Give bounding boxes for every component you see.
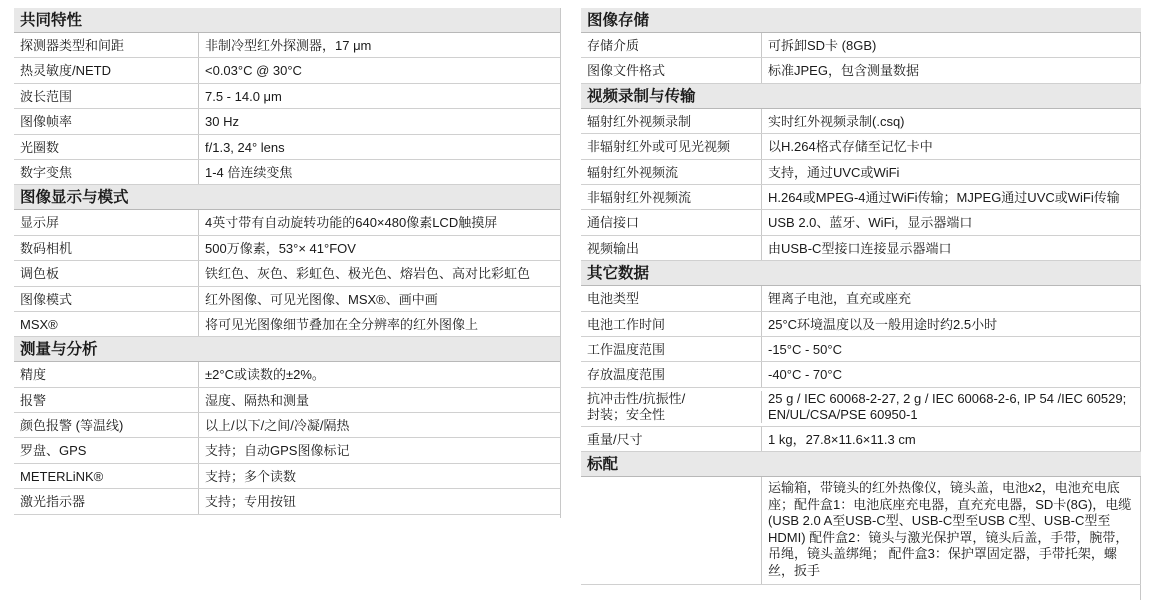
spec-row xyxy=(581,134,1141,159)
section-heading: 图像存储 xyxy=(581,8,1141,33)
section-heading: 其它数据 xyxy=(581,261,1141,286)
spec-label: 重量/尺寸 xyxy=(587,431,643,447)
spec-value: ±2°C或读数的±2%。 xyxy=(198,362,560,386)
spec-row xyxy=(14,109,560,134)
spec-label: 电池工作时间 xyxy=(587,316,666,332)
spec-value: 支持；自动GPS图像标记 xyxy=(198,438,560,462)
spec-row xyxy=(14,362,560,387)
spec-label: 辐射红外视频流 xyxy=(587,164,679,180)
spec-row xyxy=(14,438,560,463)
spec-row xyxy=(14,58,560,83)
spec-label: 非辐射红外或可见光视频 xyxy=(587,139,731,155)
spec-label: 通信接口 xyxy=(587,215,640,231)
spec-row xyxy=(14,210,560,235)
spec-row xyxy=(581,185,1141,210)
spec-row xyxy=(581,33,1141,58)
spec-value: 30 Hz xyxy=(198,109,560,133)
spec-value: 非制冷型红外探测器，17 μm xyxy=(198,33,560,57)
spec-value: 支持；多个读数 xyxy=(198,464,560,488)
spec-row xyxy=(581,160,1141,185)
spec-label: 存储介质 xyxy=(587,38,640,53)
spec-value: f/1.3, 24° lens xyxy=(198,135,560,159)
spec-label: 图像模式 xyxy=(20,291,73,307)
spec-value: 红外图像、可见光图像、MSX®、画中画 xyxy=(198,287,560,311)
spec-row xyxy=(581,337,1141,362)
spec-label: METERLiNK® xyxy=(20,468,104,484)
spec-value: 将可见光图像细节叠加在全分辨率的红外图像上 xyxy=(198,312,560,336)
spec-row xyxy=(14,84,560,109)
spec-row xyxy=(581,362,1141,387)
spec-row xyxy=(14,287,560,312)
column-divider-left xyxy=(560,8,561,518)
spec-label: 视频输出 xyxy=(587,240,640,256)
spec-row xyxy=(14,312,560,337)
section-heading: 标配 xyxy=(581,452,1141,477)
spec-value: 25°C环境温度以及一般用途时约2.5小时 xyxy=(761,312,1141,336)
spec-value: 7.5 - 14.0 μm xyxy=(198,84,560,108)
spec-value: 以上/以下/之间/冷凝/隔热 xyxy=(198,413,560,437)
spec-label: 存放温度范围 xyxy=(587,367,666,383)
spec-label: 工作温度范围 xyxy=(587,341,666,357)
spec-row xyxy=(14,489,560,514)
spec-label: 热灵敏度/NETD xyxy=(20,63,112,79)
spec-label: 探测器类型和间距 xyxy=(20,38,125,53)
spec-label: 精度 xyxy=(20,367,47,383)
spec-row xyxy=(581,286,1141,311)
spec-value: 湿度、隔热和测量 xyxy=(198,388,560,412)
spec-label: 调色板 xyxy=(20,266,60,282)
spec-value: 运输箱，带镜头的红外热像仪，镜头盖，电池x2，电池充电底座；配件盒1：电池底座充电器，直充充电器，SD卡(8G)，电缆(USB 2.0 A至USB-C型、USB-C型至USB C型、USB-C型至HDMI) 配件盒2：镜头与激光保护罩，镜头后盖，手带，腕带，吊绳，镜头盖绑绳； 配件盒3：保护罩固定器，手带托架，螺丝，扳手 xyxy=(761,477,1141,584)
spec-value: -15°C - 50°C xyxy=(761,337,1141,361)
spec-label: 颜色报警 (等温线) xyxy=(20,418,124,434)
spec-row xyxy=(14,261,560,286)
spec-label: 非辐射红外视频流 xyxy=(587,189,692,205)
spec-row xyxy=(14,236,560,261)
spec-value: 支持；专用按钮 xyxy=(198,489,560,513)
spec-label: MSX® xyxy=(20,316,58,332)
spec-row xyxy=(14,388,560,413)
spec-row xyxy=(14,33,560,58)
section-heading: 视频录制与传输 xyxy=(581,84,1141,109)
spec-row xyxy=(14,413,560,438)
spec-value: 4英寸带有自动旋转功能的640×480像素LCD触摸屏 xyxy=(198,210,560,234)
spec-value: 由USB-C型接口连接显示器端口 xyxy=(761,236,1141,260)
spec-label: 电池类型 xyxy=(587,291,640,307)
spec-value: H.264或MPEG-4通过WiFi传输；MJPEG通过UVC或WiFi传输 xyxy=(761,185,1141,209)
spec-label xyxy=(581,477,761,584)
spec-row xyxy=(581,312,1141,337)
section-heading: 测量与分析 xyxy=(14,337,560,362)
spec-row xyxy=(14,135,560,160)
spec-value: USB 2.0、蓝牙、WiFi，显示器端口 xyxy=(761,210,1141,234)
right-spec-column xyxy=(581,8,1141,585)
spec-label: 显示屏 xyxy=(20,215,60,231)
spec-value: 支持，通过UVC或WiFi xyxy=(761,160,1141,184)
spec-row xyxy=(581,236,1141,261)
spec-row xyxy=(581,388,1141,427)
spec-label: 辐射红外视频录制 xyxy=(587,113,692,129)
spec-label: 抗冲击性/抗振性/ 封装；安全性 xyxy=(587,390,686,422)
spec-label: 波长范围 xyxy=(20,88,73,104)
spec-value: 可拆卸SD卡 (8GB) xyxy=(761,33,1141,57)
spec-row xyxy=(581,477,1141,585)
spec-value: 25 g / IEC 60068-2-27, 2 g / IEC 60068-2-6, IP 54 /IEC 60529; EN/UL/CSA/PSE 60950-1 xyxy=(761,391,1141,423)
spec-label: 数码相机 xyxy=(20,240,73,256)
spec-row xyxy=(14,464,560,489)
spec-row xyxy=(14,160,560,185)
spec-value: 1 kg，27.8×11.6×11.3 cm xyxy=(761,427,1141,451)
spec-value: 实时红外视频录制(.csq) xyxy=(761,109,1141,133)
section-heading: 共同特性 xyxy=(14,8,560,33)
spec-row xyxy=(581,58,1141,83)
spec-label: 激光指示器 xyxy=(20,494,86,510)
spec-value: 1-4 倍连续变焦 xyxy=(198,160,560,184)
left-spec-column xyxy=(14,8,560,515)
spec-value: 锂离子电池，直充或座充 xyxy=(761,286,1141,310)
spec-label: 光圈数 xyxy=(20,139,60,155)
spec-label: 图像帧率 xyxy=(20,114,73,130)
spec-row xyxy=(581,109,1141,134)
spec-label: 数字变焦 xyxy=(20,164,73,180)
spec-label: 报警 xyxy=(20,392,47,408)
section-heading: 图像显示与模式 xyxy=(14,185,560,210)
spec-value: -40°C - 70°C xyxy=(761,362,1141,386)
spec-label: 图像文件格式 xyxy=(587,63,666,79)
spec-value: 铁红色、灰色、彩虹色、极光色、熔岩色、高对比彩虹色 xyxy=(198,261,560,285)
spec-value: 以H.264格式存储至记忆卡中 xyxy=(761,134,1141,158)
spec-label: 罗盘、GPS xyxy=(20,443,87,459)
spec-value: 标准JPEG，包含测量数据 xyxy=(761,58,1141,82)
spec-value: <0.03°C @ 30°C xyxy=(198,58,560,82)
spec-row xyxy=(581,210,1141,235)
spec-row xyxy=(581,427,1141,452)
spec-value: 500万像素，53°× 41°FOV xyxy=(198,236,560,260)
